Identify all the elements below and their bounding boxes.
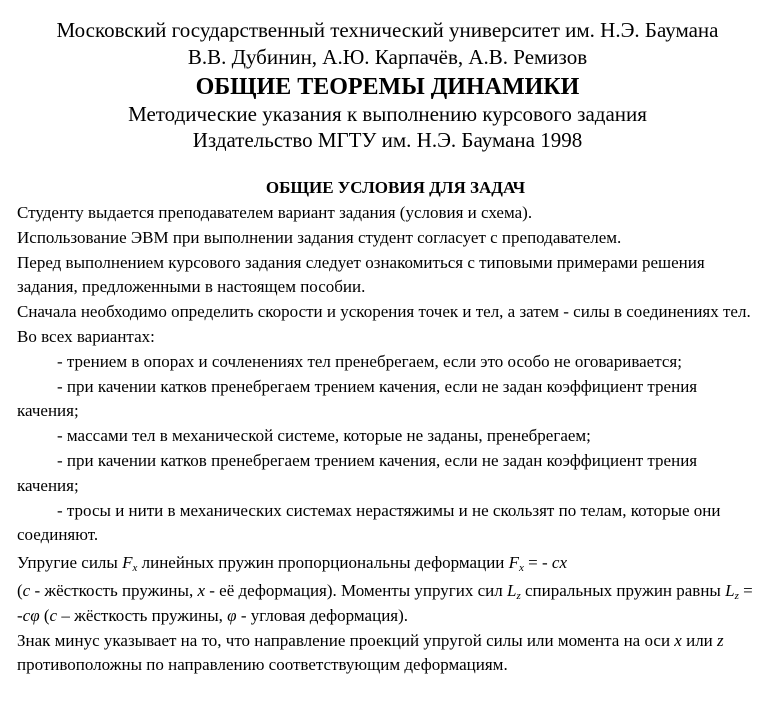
authors: В.В. Дубинин, А.Ю. Карпачёв, А.В. Ремизов — [187, 45, 588, 69]
paragraph-elastic-moments — [17, 579, 757, 629]
symbol-c: c — [22, 580, 31, 600]
text-run: противоположны по направлению соответствующим деформациям. — [17, 655, 508, 675]
subscript-z: z — [516, 589, 521, 602]
bullet-item: - при качении катков пренебрегаем трением качения, если не задан коэффициент трения качения; — [17, 376, 698, 421]
text-run: - угловая деформация). — [236, 605, 409, 625]
document-title: ОБЩИЕ ТЕОРЕМЫ ДИНАМИКИ — [195, 74, 580, 100]
paragraph-all-variants: Во всех вариантах: — [17, 326, 155, 346]
bullet-item: - тросы и нити в механических системах нерастяжимы и не скользят по телам, которые они соединяют. — [17, 500, 721, 545]
text-run: спиральных пружин равны — [520, 580, 726, 600]
symbol-cphi: -cφ — [17, 605, 40, 625]
text-run: - её деформация). Моменты упругих сил — [205, 580, 507, 600]
symbol-phi: φ — [227, 605, 237, 625]
text-run: ( — [17, 580, 23, 600]
document-body — [17, 201, 757, 678]
publisher: Издательство МГТУ им. Н.Э. Баумана 1998 — [192, 128, 583, 152]
paragraph-assignment: Студенту выдается преподавателем вариант задания (условия и схема). — [17, 203, 533, 222]
text-run: линейных пружин пропорциональны деформации — [137, 553, 509, 573]
symbol-F: F — [508, 553, 520, 573]
symbol-L: L — [725, 580, 735, 600]
bullet-item: - трением в опорах и сочленениях тел пренебрегаем, если это особо не оговаривается; — [57, 351, 682, 371]
text-run: или — [681, 630, 718, 650]
symbol-L: L — [506, 580, 517, 600]
paragraph-sign — [17, 629, 757, 679]
text-run: = — [738, 580, 753, 600]
symbol-x: x — [197, 580, 206, 600]
text-run: - жёсткость пружины, — [30, 580, 198, 600]
symbol-c: c — [49, 605, 58, 625]
subscript-z: z — [734, 589, 739, 602]
university-name: Московский государственный технический университет им. Н.Э. Баумана — [56, 18, 719, 42]
subscript-x: x — [519, 562, 524, 575]
paragraph-examples: Перед выполнением курсового задания следует ознакомиться с типовыми примерами решения задания, предложенными в настоящем пособии. — [17, 252, 705, 297]
symbol-z: z — [717, 630, 724, 650]
bullet-item: - массами тел в механической системе, которые не заданы, пренебрегаем; — [57, 426, 591, 446]
paragraph-order: Сначала необходимо определить скорости и ускорения точек и тел, а затем - силы в соединениях тел. — [17, 302, 751, 322]
text-run: ( — [39, 605, 50, 625]
text-run: – жёсткость пружины, — [57, 605, 228, 625]
symbol-x: x — [674, 630, 682, 650]
paragraph-computer-use: Использование ЭВМ при выполнении задания студент согласует с преподавателем. — [17, 227, 622, 247]
text-run: = - — [523, 553, 552, 573]
symbol-cx: cx — [551, 553, 568, 573]
text-run: Упругие силы — [17, 553, 123, 573]
document-subtitle: Методические указания к выполнению курсового задания — [128, 102, 647, 126]
symbol-F: F — [122, 553, 133, 573]
section-title: ОБЩИЕ УСЛОВИЯ ДЛЯ ЗАДАЧ — [265, 178, 526, 197]
paragraph-elastic-forces — [17, 551, 757, 576]
subscript-x: x — [132, 562, 138, 575]
bullet-item: - при качении катков пренебрегаем трением качения, если не задан коэффициент трения качения; — [17, 450, 698, 495]
text-run: Знак минус указывает на то, что направление проекций упругой силы или момента на оси — [17, 630, 675, 650]
